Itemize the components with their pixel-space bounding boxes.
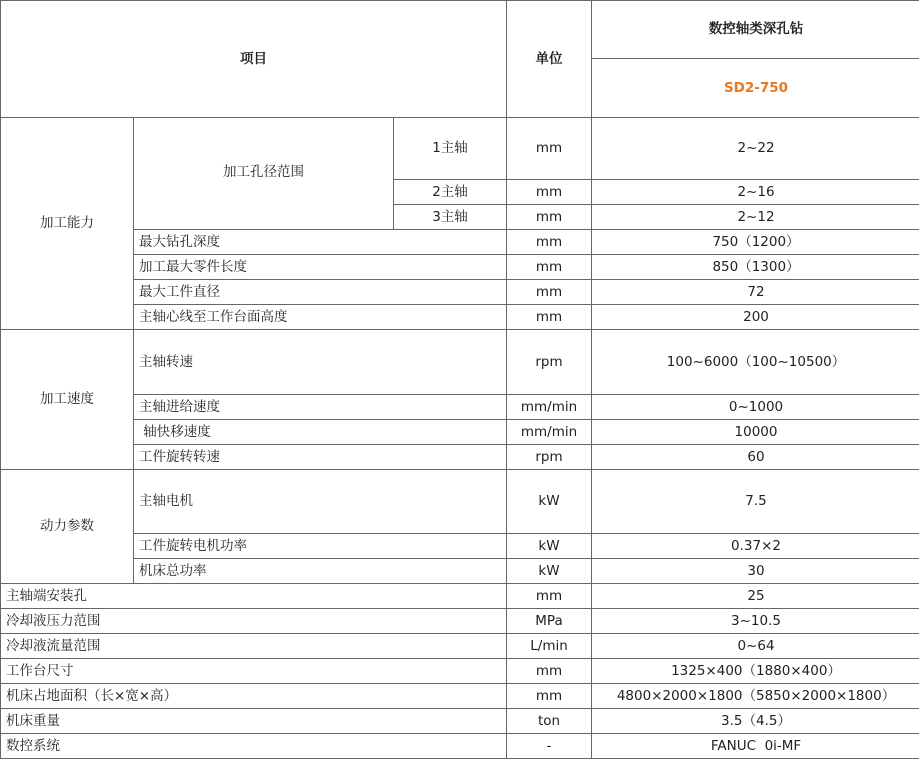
table-row <box>1 659 919 684</box>
unit-cell: rpm <box>507 445 592 470</box>
value-cell: 0~1000 <box>592 395 919 420</box>
value-cell: 1325×400（1880×400） <box>592 659 919 684</box>
value-cell: 25 <box>592 584 919 609</box>
table-row <box>1 534 919 559</box>
table-row <box>1 559 919 584</box>
param-label: 主轴心线至工作台面高度 <box>134 305 507 330</box>
table-row <box>1 255 919 280</box>
param-label: 冷却液流量范围 <box>1 634 507 659</box>
value-cell: 3~10.5 <box>592 609 919 634</box>
unit-cell: mm <box>507 305 592 330</box>
value-cell: 30 <box>592 559 919 584</box>
unit-cell: kW <box>507 534 592 559</box>
param-label: 数控系统 <box>1 734 507 759</box>
unit-cell: mm <box>507 118 592 180</box>
value-cell: FANUC 0i-MF <box>592 734 919 759</box>
value-cell: 750（1200） <box>592 230 919 255</box>
value-cell: 2~12 <box>592 205 919 230</box>
param-label: 最大钻孔深度 <box>134 230 507 255</box>
spindle-label: 2主轴 <box>394 180 507 205</box>
unit-cell: L/min <box>507 634 592 659</box>
table-row <box>1 420 919 445</box>
param-label: 机床总功率 <box>134 559 507 584</box>
table-row <box>1 330 919 395</box>
value-cell: 7.5 <box>592 470 919 534</box>
table-row <box>1 634 919 659</box>
table-row <box>1 445 919 470</box>
unit-cell: MPa <box>507 609 592 634</box>
param-label: 机床占地面积（长×宽×高） <box>1 684 507 709</box>
unit-cell: mm <box>507 280 592 305</box>
value-cell: 850（1300） <box>592 255 919 280</box>
unit-cell: mm/min <box>507 420 592 445</box>
unit-cell: mm <box>507 684 592 709</box>
unit-cell: mm <box>507 205 592 230</box>
hole-range-label: 加工孔径范围 <box>134 118 394 230</box>
value-cell: 60 <box>592 445 919 470</box>
param-label: 最大工件直径 <box>134 280 507 305</box>
unit-cell: mm/min <box>507 395 592 420</box>
table-row <box>1 230 919 255</box>
spindle-label: 3主轴 <box>394 205 507 230</box>
table-row <box>1 395 919 420</box>
table-row <box>1 734 919 759</box>
group-speed: 加工速度 <box>1 330 134 470</box>
table-row <box>1 684 919 709</box>
header-unit: 单位 <box>507 1 592 118</box>
table-row <box>1 609 919 634</box>
header-machine: 数控轴类深孔钻 <box>592 1 919 59</box>
table-row <box>1 470 919 534</box>
header-item: 项目 <box>1 1 507 118</box>
value-cell: 2~22 <box>592 118 919 180</box>
unit-cell: ton <box>507 709 592 734</box>
unit-cell: kW <box>507 559 592 584</box>
param-label: 工作台尺寸 <box>1 659 507 684</box>
unit-cell: mm <box>507 659 592 684</box>
unit-cell: rpm <box>507 330 592 395</box>
value-cell: 200 <box>592 305 919 330</box>
table-row <box>1 305 919 330</box>
unit-cell: - <box>507 734 592 759</box>
param-label: 主轴转速 <box>134 330 507 395</box>
param-label: 主轴端安装孔 <box>1 584 507 609</box>
param-label: 工件旋转转速 <box>134 445 507 470</box>
unit-cell: mm <box>507 180 592 205</box>
table-row <box>1 280 919 305</box>
unit-cell: mm <box>507 255 592 280</box>
param-label: 机床重量 <box>1 709 507 734</box>
value-cell: 3.5（4.5） <box>592 709 919 734</box>
unit-cell: kW <box>507 470 592 534</box>
value-cell: 0~64 <box>592 634 919 659</box>
value-cell: 72 <box>592 280 919 305</box>
header-model: SD2-750 <box>592 59 919 118</box>
spindle-label: 1主轴 <box>394 118 507 180</box>
group-capability: 加工能力 <box>1 118 134 330</box>
value-cell: 4800×2000×1800（5850×2000×1800） <box>592 684 919 709</box>
table-row <box>1 584 919 609</box>
param-label: 主轴电机 <box>134 470 507 534</box>
param-label: 加工最大零件长度 <box>134 255 507 280</box>
header-row <box>1 1 919 59</box>
group-power: 动力参数 <box>1 470 134 584</box>
unit-cell: mm <box>507 584 592 609</box>
unit-cell: mm <box>507 230 592 255</box>
value-cell: 0.37×2 <box>592 534 919 559</box>
table-row <box>1 709 919 734</box>
table-row <box>1 118 919 180</box>
value-cell: 100~6000（100~10500） <box>592 330 919 395</box>
param-label: 轴快移速度 <box>134 420 507 445</box>
value-cell: 10000 <box>592 420 919 445</box>
param-label: 主轴进给速度 <box>134 395 507 420</box>
value-cell: 2~16 <box>592 180 919 205</box>
param-label: 冷却液压力范围 <box>1 609 507 634</box>
param-label: 工件旋转电机功率 <box>134 534 507 559</box>
